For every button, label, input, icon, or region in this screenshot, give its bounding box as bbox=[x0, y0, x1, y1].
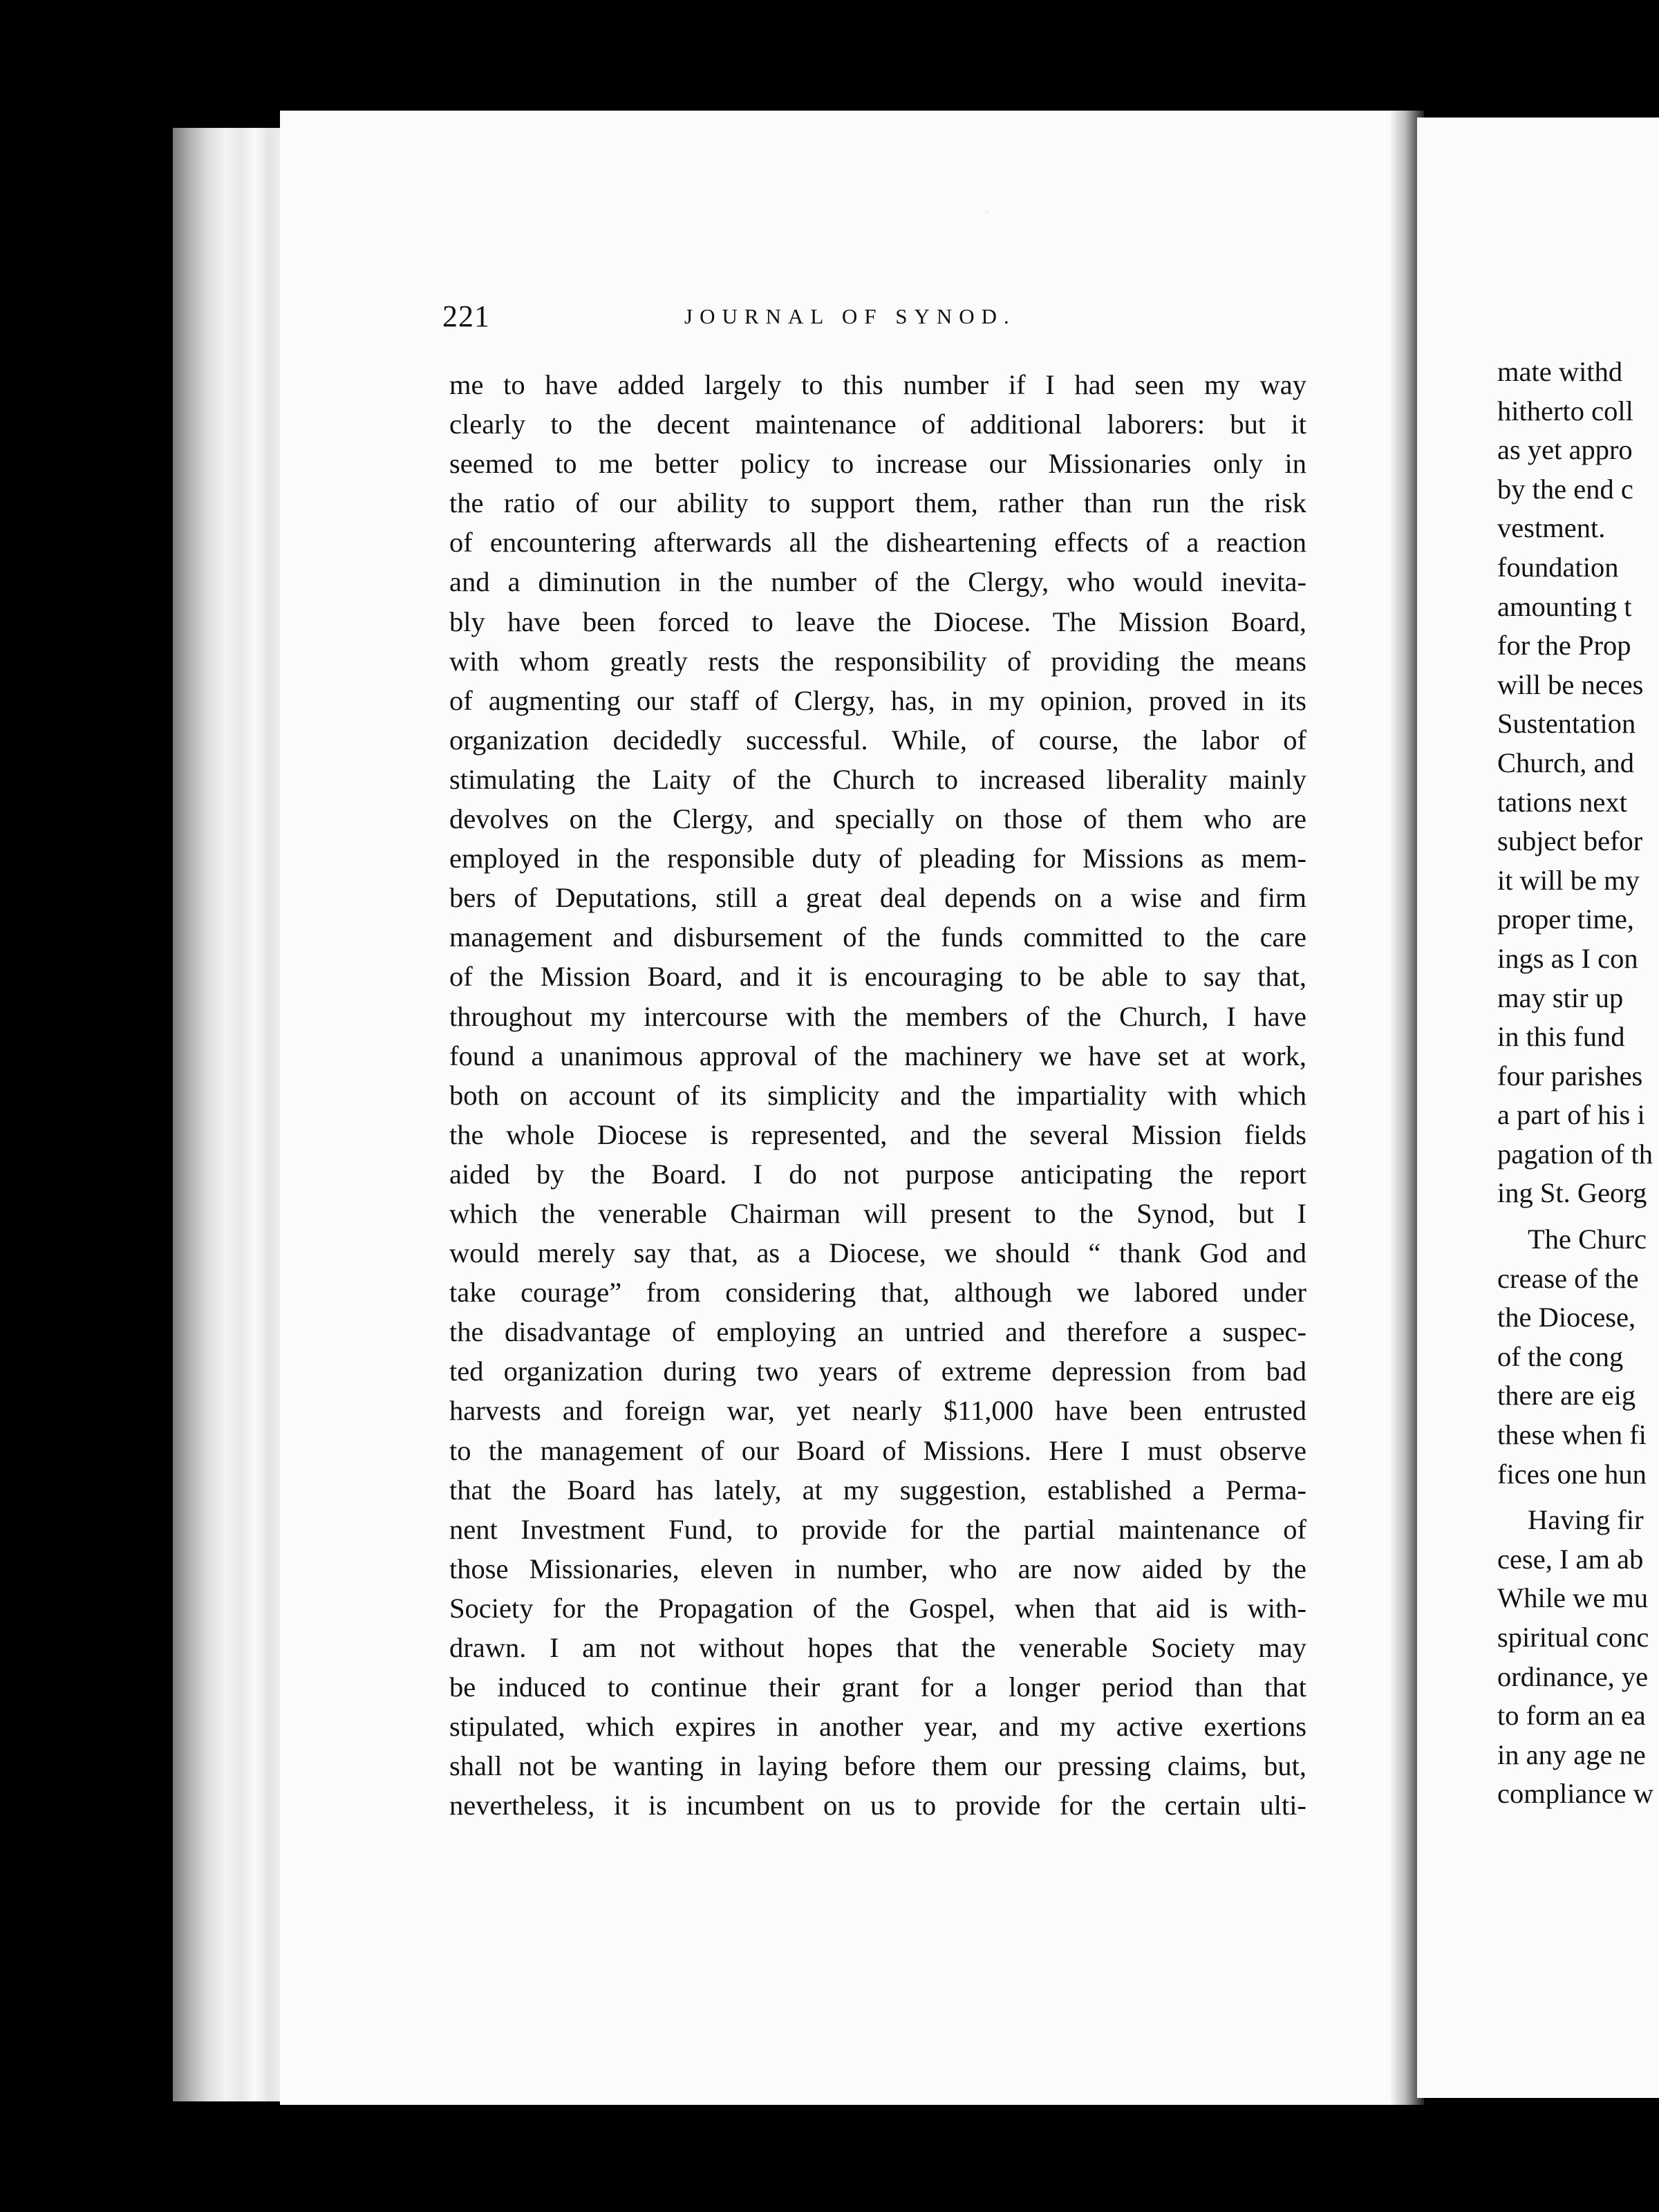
paper-speck bbox=[985, 211, 989, 214]
text-line: nevertheless, it is incumbent on us to provide for the certain ulti- bbox=[449, 1790, 1306, 1821]
text-line: those Missionaries, eleven in number, who are now aided by the bbox=[449, 1553, 1306, 1584]
text-line: bers of Deputations, still a great deal depends on a wise and firm bbox=[449, 882, 1306, 914]
text-line: drawn. I am not without hopes that the venerable Society may bbox=[449, 1632, 1306, 1663]
right-page-line: of the cong bbox=[1497, 1340, 1624, 1372]
book-page-edges bbox=[173, 128, 290, 2101]
right-page-line: the Diocese, bbox=[1497, 1302, 1636, 1333]
text-line: to the management of our Board of Missions. Here I must observe bbox=[449, 1434, 1306, 1466]
right-page-line: pagation of th bbox=[1497, 1138, 1653, 1170]
text-line: clearly to the decent maintenance of additional laborers: but it bbox=[449, 409, 1306, 440]
text-line: me to have added largely to this number if I had seen my way bbox=[449, 369, 1306, 400]
right-page-line: Church, and bbox=[1497, 747, 1634, 778]
text-line: would merely say that, as a Diocese, we should “ thank God and bbox=[449, 1237, 1306, 1269]
page-number: 221 bbox=[442, 299, 490, 333]
right-page-line: foundation bbox=[1497, 551, 1619, 583]
right-page-line: ing St. Georg bbox=[1497, 1177, 1647, 1209]
right-page-line: as yet appro bbox=[1497, 434, 1633, 466]
right-page-line: by the end c bbox=[1497, 473, 1633, 505]
text-line: and a diminution in the number of the Clergy, who would inevita- bbox=[449, 566, 1306, 598]
text-line: throughout my intercourse with the members of the Church, I have bbox=[449, 1000, 1306, 1032]
text-line: shall not be wanting in laying before them our pressing claims, but, bbox=[449, 1750, 1306, 1782]
right-page-line: these when fi bbox=[1497, 1419, 1647, 1451]
right-page-line: in any age ne bbox=[1497, 1738, 1646, 1770]
text-line: organization decidedly successful. While, of course, the labor of bbox=[449, 724, 1306, 756]
text-line: seemed to me better policy to increase our Missionaries only in bbox=[449, 448, 1306, 480]
text-line: Society for the Propagation of the Gospel, when that aid is with- bbox=[449, 1592, 1306, 1624]
text-line: stipulated, which expires in another year, and my active exertions bbox=[449, 1711, 1306, 1743]
text-line: with whom greatly rests the responsibility of providing the means bbox=[449, 645, 1306, 677]
right-page-line: tations next bbox=[1497, 786, 1627, 818]
right-page-line: cese, I am ab bbox=[1497, 1543, 1644, 1575]
running-head bbox=[442, 299, 1334, 340]
right-page-line: amounting t bbox=[1497, 590, 1632, 622]
right-page-line: a part of his i bbox=[1497, 1099, 1645, 1131]
journal-title: JOURNAL OF SYNOD. bbox=[684, 304, 1016, 328]
body-text bbox=[449, 365, 1306, 1825]
right-page-line: The Churc bbox=[1528, 1224, 1647, 1255]
text-line: aided by the Board. I do not purpose anticipating the report bbox=[449, 1158, 1306, 1190]
text-line: the ratio of our ability to support them, rather than run the risk bbox=[449, 487, 1306, 519]
text-line: the disadvantage of employing an untried and therefore a suspec- bbox=[449, 1316, 1306, 1348]
right-page-line: vestment. bbox=[1497, 512, 1606, 544]
text-line: be induced to continue their grant for a longer period than that bbox=[449, 1671, 1306, 1703]
text-line: take courage” from considering that, although we labored under bbox=[449, 1277, 1306, 1309]
text-line: of the Mission Board, and it is encouraging to be able to say that, bbox=[449, 961, 1306, 993]
text-line: both on account of its simplicity and the impartiality with which bbox=[449, 1079, 1306, 1111]
right-page-line: to form an ea bbox=[1497, 1700, 1646, 1732]
right-page-line: spiritual conc bbox=[1497, 1622, 1649, 1653]
right-page-line: for the Prop bbox=[1497, 630, 1631, 662]
right-page-line: Having fir bbox=[1528, 1504, 1644, 1536]
right-page-line: Sustentation bbox=[1497, 708, 1636, 740]
right-page-line: ordinance, ye bbox=[1497, 1660, 1649, 1692]
text-line: harvests and foreign war, yet nearly $11,000 have been entrusted bbox=[449, 1395, 1306, 1427]
text-line: ted organization during two years of extreme depression from bad bbox=[449, 1356, 1306, 1387]
right-page-line: proper time, bbox=[1497, 903, 1634, 935]
right-page-line: fices one hun bbox=[1497, 1458, 1647, 1490]
text-line: nent Investment Fund, to provide for the partial maintenance of bbox=[449, 1513, 1306, 1545]
right-page-line: in this fund bbox=[1497, 1021, 1625, 1053]
text-line: of encountering afterwards all the disheartening effects of a reaction bbox=[449, 527, 1306, 559]
text-line: the whole Diocese is represented, and the several Mission fields bbox=[449, 1118, 1306, 1150]
text-line: employed in the responsible duty of pleading for Missions as mem- bbox=[449, 843, 1306, 874]
right-page-line: mate withd bbox=[1497, 356, 1623, 387]
right-page-line: subject befor bbox=[1497, 825, 1643, 857]
right-page-line: it will be my bbox=[1497, 864, 1640, 896]
right-page-line: hitherto coll bbox=[1497, 395, 1633, 427]
right-page-line: ings as I con bbox=[1497, 942, 1638, 974]
right-page-line: While we mu bbox=[1497, 1582, 1649, 1614]
text-line: bly have been forced to leave the Diocese. The Mission Board, bbox=[449, 606, 1306, 637]
text-line: stimulating the Laity of the Church to increased liberality mainly bbox=[449, 763, 1306, 795]
right-page-line: compliance w bbox=[1497, 1778, 1654, 1810]
right-page-line: crease of the bbox=[1497, 1262, 1639, 1294]
text-line: management and disbursement of the funds committed to the care bbox=[449, 921, 1306, 953]
right-page-text bbox=[1497, 353, 1659, 1814]
text-line: found a unanimous approval of the machinery we have set at work, bbox=[449, 1040, 1306, 1071]
right-page-line: four parishes bbox=[1497, 1060, 1643, 1091]
text-line: which the venerable Chairman will present to the Synod, but I bbox=[449, 1197, 1306, 1229]
text-line: devolves on the Clergy, and specially on those of them who are bbox=[449, 803, 1306, 835]
text-line: that the Board has lately, at my suggestion, established a Perma- bbox=[449, 1474, 1306, 1506]
text-line: of augmenting our staff of Clergy, has, in my opinion, proved in its bbox=[449, 684, 1306, 716]
right-page-line: may stir up bbox=[1497, 982, 1624, 1013]
right-page-line: will be neces bbox=[1497, 668, 1644, 700]
right-page-line: there are eig bbox=[1497, 1380, 1636, 1412]
